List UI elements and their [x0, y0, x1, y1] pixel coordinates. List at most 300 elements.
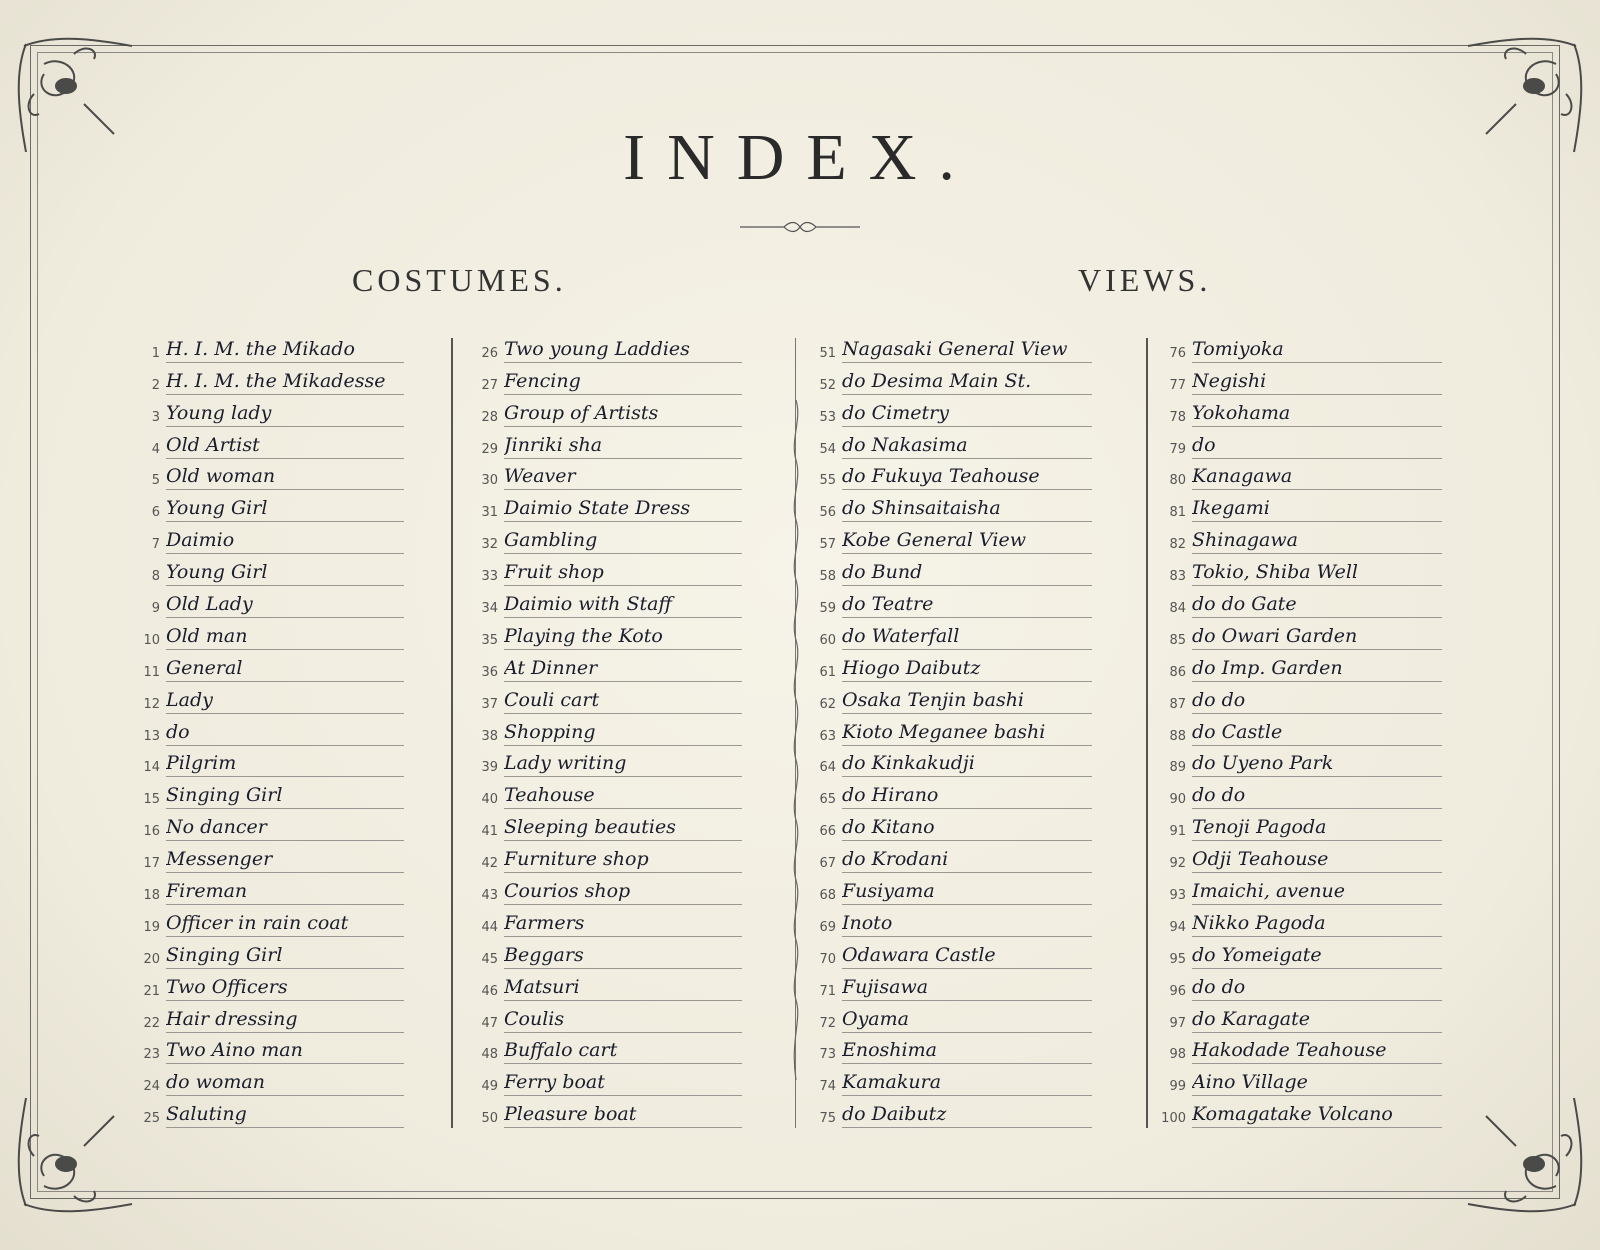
entry-title: Two Officers [166, 976, 404, 1001]
entry-number: 78 [1169, 409, 1186, 425]
entry-number: 90 [1169, 792, 1186, 808]
entry-title: Ferry boat [504, 1071, 742, 1096]
entry-number: 51 [819, 345, 836, 361]
entry-number: 40 [481, 792, 498, 808]
index-entry [472, 491, 742, 523]
index-entry [134, 842, 404, 874]
entry-title: Hiogo Daibutz [842, 657, 1092, 682]
entry-number: 32 [481, 537, 498, 553]
index-entry [1160, 491, 1442, 523]
entry-number: 47 [481, 1015, 498, 1031]
entry-number: 77 [1169, 377, 1186, 393]
index-entry [810, 619, 1092, 651]
entry-number: 21 [143, 983, 160, 999]
index-entry [134, 332, 404, 364]
index-entry [1160, 523, 1442, 555]
entry-number: 94 [1169, 919, 1186, 935]
index-entry [472, 651, 742, 683]
entry-title: H. I. M. the Mikado [166, 338, 404, 363]
entry-number: 86 [1169, 664, 1186, 680]
entry-number: 39 [481, 760, 498, 776]
entry-number: 63 [819, 728, 836, 744]
entry-title: General [166, 657, 404, 682]
entry-title: Kobe General View [842, 529, 1092, 554]
entry-number: 44 [481, 919, 498, 935]
entry-title: Yokohama [1192, 402, 1442, 427]
column-divider [1146, 338, 1148, 1128]
index-entry [810, 842, 1092, 874]
index-entry [1160, 555, 1442, 587]
index-entry [1160, 1034, 1442, 1066]
entry-title: H. I. M. the Mikadesse [166, 370, 404, 395]
index-entry [1160, 810, 1442, 842]
entry-title: do Teatre [842, 593, 1092, 618]
entry-number: 1 [151, 345, 160, 361]
entry-title: do [1192, 434, 1442, 459]
entry-number: 33 [481, 569, 498, 585]
index-entry [472, 683, 742, 715]
index-entry [810, 1034, 1092, 1066]
entry-title: do do [1192, 784, 1442, 809]
index-entry [810, 1097, 1092, 1129]
entry-title: do do [1192, 976, 1442, 1001]
index-entry [472, 587, 742, 619]
entry-number: 6 [151, 505, 160, 521]
entry-number: 22 [143, 1015, 160, 1031]
entry-number: 71 [819, 983, 836, 999]
entry-number: 4 [151, 441, 160, 457]
entry-number: 76 [1169, 345, 1186, 361]
entry-title: do Kinkakudji [842, 752, 1092, 777]
entry-number: 52 [819, 377, 836, 393]
entry-title: Young Girl [166, 497, 404, 522]
entry-title: Inoto [842, 912, 1092, 937]
entry-number: 15 [143, 792, 160, 808]
index-entry [810, 587, 1092, 619]
index-entry [472, 428, 742, 460]
entry-title: Couli cart [504, 689, 742, 714]
index-entry [810, 970, 1092, 1002]
entry-title: Furniture shop [504, 848, 742, 873]
entry-number: 45 [481, 951, 498, 967]
index-entry [1160, 1065, 1442, 1097]
entry-title: Buffalo cart [504, 1039, 742, 1064]
entry-number: 25 [143, 1111, 160, 1127]
entry-title: Shinagawa [1192, 529, 1442, 554]
index-entry [1160, 364, 1442, 396]
index-entry [134, 906, 404, 938]
entry-title: do [166, 721, 404, 746]
entry-number: 80 [1169, 473, 1186, 489]
entry-title: Gambling [504, 529, 742, 554]
entry-number: 46 [481, 983, 498, 999]
entry-title: Playing the Koto [504, 625, 742, 650]
index-entry [810, 651, 1092, 683]
entry-number: 85 [1169, 632, 1186, 648]
entry-number: 89 [1169, 760, 1186, 776]
section-heading-costumes: COSTUMES. [352, 262, 567, 298]
entry-title: do Kitano [842, 816, 1092, 841]
index-entry [134, 747, 404, 779]
entry-number: 93 [1169, 888, 1186, 904]
entry-number: 75 [819, 1111, 836, 1127]
entry-title: do Krodani [842, 848, 1092, 873]
index-entry [810, 396, 1092, 428]
entry-title: Fencing [504, 370, 742, 395]
column-divider [451, 338, 453, 1128]
index-entry [1160, 747, 1442, 779]
index-entry [1160, 970, 1442, 1002]
section-heading-views: VIEWS. [1078, 262, 1212, 298]
entry-title: Young Girl [166, 561, 404, 586]
entry-title: Nagasaki General View [842, 338, 1092, 363]
entry-title: Jinriki sha [504, 434, 742, 459]
entry-number: 3 [151, 409, 160, 425]
index-entry [134, 970, 404, 1002]
entry-number: 50 [481, 1111, 498, 1127]
index-entry [134, 396, 404, 428]
index-entry [810, 1002, 1092, 1034]
index-entry [1160, 1002, 1442, 1034]
entry-number: 31 [481, 505, 498, 521]
entry-title: do Fukuya Teahouse [842, 465, 1092, 490]
entry-number: 99 [1169, 1079, 1186, 1095]
entry-title: Tomiyoka [1192, 338, 1442, 363]
entry-title: do do Gate [1192, 593, 1442, 618]
entry-title: Group of Artists [504, 402, 742, 427]
entry-title: do Waterfall [842, 625, 1092, 650]
entry-title: do do [1192, 689, 1442, 714]
entry-title: Daimio with Staff [504, 593, 742, 618]
entry-number: 16 [143, 824, 160, 840]
index-entry [134, 364, 404, 396]
index-entry [472, 523, 742, 555]
entry-number: 87 [1169, 696, 1186, 712]
entry-title: do Owari Garden [1192, 625, 1442, 650]
index-entry [810, 906, 1092, 938]
entry-title: do Shinsaitaisha [842, 497, 1092, 522]
index-column-costumes-1 [134, 332, 404, 1129]
entry-number: 95 [1169, 951, 1186, 967]
index-entry [472, 906, 742, 938]
entry-number: 27 [481, 377, 498, 393]
entry-title: do Uyeno Park [1192, 752, 1442, 777]
entry-title: do Imp. Garden [1192, 657, 1442, 682]
entry-title: Matsuri [504, 976, 742, 1001]
entry-number: 37 [481, 696, 498, 712]
entry-title: Fireman [166, 880, 404, 905]
entry-title: Nikko Pagoda [1192, 912, 1442, 937]
entry-number: 91 [1169, 824, 1186, 840]
entry-title: Fujisawa [842, 976, 1092, 1001]
entry-number: 5 [151, 473, 160, 489]
entry-number: 41 [481, 824, 498, 840]
entry-title: do Bund [842, 561, 1092, 586]
entry-title: Fruit shop [504, 561, 742, 586]
index-entry [472, 1065, 742, 1097]
entry-number: 72 [819, 1015, 836, 1031]
index-entry [1160, 842, 1442, 874]
index-entry [472, 460, 742, 492]
index-column-views-2 [1160, 332, 1442, 1129]
vine-divider-icon [786, 400, 806, 1080]
index-entry [472, 332, 742, 364]
entry-number: 2 [151, 377, 160, 393]
entry-title: Daimio State Dress [504, 497, 742, 522]
entry-number: 9 [151, 601, 160, 617]
entry-title: Oyama [842, 1008, 1092, 1033]
title-flourish-icon [740, 220, 860, 234]
entry-title: do Castle [1192, 721, 1442, 746]
entry-number: 14 [143, 760, 160, 776]
index-entry [134, 1034, 404, 1066]
entry-title: At Dinner [504, 657, 742, 682]
index-entry [1160, 428, 1442, 460]
entry-number: 38 [481, 728, 498, 744]
entry-title: Imaichi, avenue [1192, 880, 1442, 905]
entry-title: Courios shop [504, 880, 742, 905]
entry-title: do woman [166, 1071, 404, 1096]
index-entry [810, 491, 1092, 523]
entry-number: 12 [143, 696, 160, 712]
entry-title: Ikegami [1192, 497, 1442, 522]
entry-number: 11 [143, 664, 160, 680]
index-entry [810, 555, 1092, 587]
entry-title: Odawara Castle [842, 944, 1092, 969]
entry-title: Teahouse [504, 784, 742, 809]
entry-title: Old Lady [166, 593, 404, 618]
entry-number: 62 [819, 696, 836, 712]
index-entry [810, 332, 1092, 364]
entry-title: Tenoji Pagoda [1192, 816, 1442, 841]
entry-number: 30 [481, 473, 498, 489]
entry-title: Fusiyama [842, 880, 1092, 905]
index-entry [472, 715, 742, 747]
index-entry [134, 428, 404, 460]
entry-number: 23 [143, 1047, 160, 1063]
entry-number: 98 [1169, 1047, 1186, 1063]
entry-number: 29 [481, 441, 498, 457]
entry-title: Negishi [1192, 370, 1442, 395]
index-entry [134, 587, 404, 619]
index-entry [472, 810, 742, 842]
entry-title: Lady writing [504, 752, 742, 777]
index-entry [472, 619, 742, 651]
entry-title: Singing Girl [166, 944, 404, 969]
entry-title: Kioto Meganee bashi [842, 721, 1092, 746]
entry-title: Coulis [504, 1008, 742, 1033]
entry-number: 54 [819, 441, 836, 457]
entry-title: Beggars [504, 944, 742, 969]
entry-number: 67 [819, 856, 836, 872]
entry-number: 81 [1169, 505, 1186, 521]
index-entry [472, 364, 742, 396]
entry-title: Enoshima [842, 1039, 1092, 1064]
entry-number: 48 [481, 1047, 498, 1063]
entry-title: Hair dressing [166, 1008, 404, 1033]
index-entry [810, 874, 1092, 906]
entry-number: 10 [143, 632, 160, 648]
entry-title: do Hirano [842, 784, 1092, 809]
index-entry [134, 715, 404, 747]
entry-number: 58 [819, 569, 836, 585]
entry-number: 35 [481, 632, 498, 648]
index-entry [810, 460, 1092, 492]
index-entry [134, 778, 404, 810]
entry-number: 13 [143, 728, 160, 744]
entry-number: 69 [819, 919, 836, 935]
index-entry [1160, 715, 1442, 747]
entry-title: Tokio, Shiba Well [1192, 561, 1442, 586]
entry-title: Officer in rain coat [166, 912, 404, 937]
entry-number: 96 [1169, 983, 1186, 999]
index-entry [1160, 683, 1442, 715]
entry-title: Kanagawa [1192, 465, 1442, 490]
entry-title: do Daibutz [842, 1103, 1092, 1128]
entry-number: 42 [481, 856, 498, 872]
index-entry [810, 1065, 1092, 1097]
entry-number: 88 [1169, 728, 1186, 744]
index-entry [1160, 396, 1442, 428]
entry-number: 65 [819, 792, 836, 808]
index-entry [472, 842, 742, 874]
entry-number: 79 [1169, 441, 1186, 457]
index-entry [810, 778, 1092, 810]
index-entry [472, 938, 742, 970]
entry-title: Hakodade Teahouse [1192, 1039, 1442, 1064]
entry-number: 61 [819, 664, 836, 680]
index-entry [134, 683, 404, 715]
index-entry [810, 747, 1092, 779]
entry-number: 18 [143, 888, 160, 904]
entry-title: Old woman [166, 465, 404, 490]
entry-title: Weaver [504, 465, 742, 490]
entry-number: 97 [1169, 1015, 1186, 1031]
entry-title: Two young Laddies [504, 338, 742, 363]
index-entry [134, 1097, 404, 1129]
entry-number: 66 [819, 824, 836, 840]
index-entry [134, 810, 404, 842]
entry-title: Shopping [504, 721, 742, 746]
entry-number: 49 [481, 1079, 498, 1095]
entry-title: do Yomeigate [1192, 944, 1442, 969]
entry-title: do Nakasima [842, 434, 1092, 459]
index-entry [472, 874, 742, 906]
entry-title: do Cimetry [842, 402, 1092, 427]
entry-title: Singing Girl [166, 784, 404, 809]
entry-number: 83 [1169, 569, 1186, 585]
index-entry [1160, 587, 1442, 619]
entry-number: 43 [481, 888, 498, 904]
entry-number: 20 [143, 951, 160, 967]
entry-number: 60 [819, 632, 836, 648]
entry-number: 82 [1169, 537, 1186, 553]
index-entry [810, 428, 1092, 460]
entry-number: 70 [819, 951, 836, 967]
entry-title: Lady [166, 689, 404, 714]
index-entry [1160, 1097, 1442, 1129]
index-entry [472, 747, 742, 779]
index-entry [810, 715, 1092, 747]
entry-title: do Karagate [1192, 1008, 1442, 1033]
index-entry [134, 555, 404, 587]
index-entry [810, 523, 1092, 555]
entry-number: 34 [481, 601, 498, 617]
index-entry [810, 364, 1092, 396]
index-entry [1160, 332, 1442, 364]
entry-title: Aino Village [1192, 1071, 1442, 1096]
index-entry [134, 619, 404, 651]
page-title: INDEX. [623, 121, 977, 194]
entry-number: 7 [151, 537, 160, 553]
entry-number: 74 [819, 1079, 836, 1095]
index-column-costumes-2 [472, 332, 742, 1129]
entry-number: 68 [819, 888, 836, 904]
entry-title: Kamakura [842, 1071, 1092, 1096]
entry-number: 8 [151, 569, 160, 585]
entry-number: 19 [143, 919, 160, 935]
entry-title: Messenger [166, 848, 404, 873]
entry-title: Saluting [166, 1103, 404, 1128]
entry-title: Sleeping beauties [504, 816, 742, 841]
entry-number: 64 [819, 760, 836, 776]
index-entry [472, 970, 742, 1002]
index-entry [810, 810, 1092, 842]
entry-title: Young lady [166, 402, 404, 427]
index-entry [134, 938, 404, 970]
entry-number: 92 [1169, 856, 1186, 872]
entry-title: Old man [166, 625, 404, 650]
entry-number: 53 [819, 409, 836, 425]
entry-number: 56 [819, 505, 836, 521]
index-entry [134, 874, 404, 906]
entry-number: 57 [819, 537, 836, 553]
index-entry [1160, 460, 1442, 492]
index-entry [472, 1002, 742, 1034]
entry-title: Komagatake Volcano [1192, 1103, 1442, 1128]
entry-title: Osaka Tenjin bashi [842, 689, 1092, 714]
entry-title: No dancer [166, 816, 404, 841]
index-entry [810, 683, 1092, 715]
entry-title: Farmers [504, 912, 742, 937]
index-entry [472, 555, 742, 587]
index-entry [1160, 938, 1442, 970]
entry-number: 17 [143, 856, 160, 872]
entry-number: 73 [819, 1047, 836, 1063]
entry-number: 28 [481, 409, 498, 425]
entry-title: Pleasure boat [504, 1103, 742, 1128]
index-entry [810, 938, 1092, 970]
index-entry [1160, 619, 1442, 651]
entry-number: 26 [481, 345, 498, 361]
entry-number: 55 [819, 473, 836, 489]
entry-number: 36 [481, 664, 498, 680]
entry-number: 59 [819, 601, 836, 617]
entry-title: Daimio [166, 529, 404, 554]
entry-title: do Desima Main St. [842, 370, 1092, 395]
index-entry [134, 1065, 404, 1097]
index-entry [472, 778, 742, 810]
entry-title: Two Aino man [166, 1039, 404, 1064]
entry-number: 100 [1161, 1111, 1186, 1127]
index-entry [1160, 778, 1442, 810]
entry-title: Old Artist [166, 434, 404, 459]
entry-title: Pilgrim [166, 752, 404, 777]
entry-number: 84 [1169, 601, 1186, 617]
index-column-views-1 [810, 332, 1092, 1129]
index-entry [1160, 906, 1442, 938]
index-entry [134, 651, 404, 683]
